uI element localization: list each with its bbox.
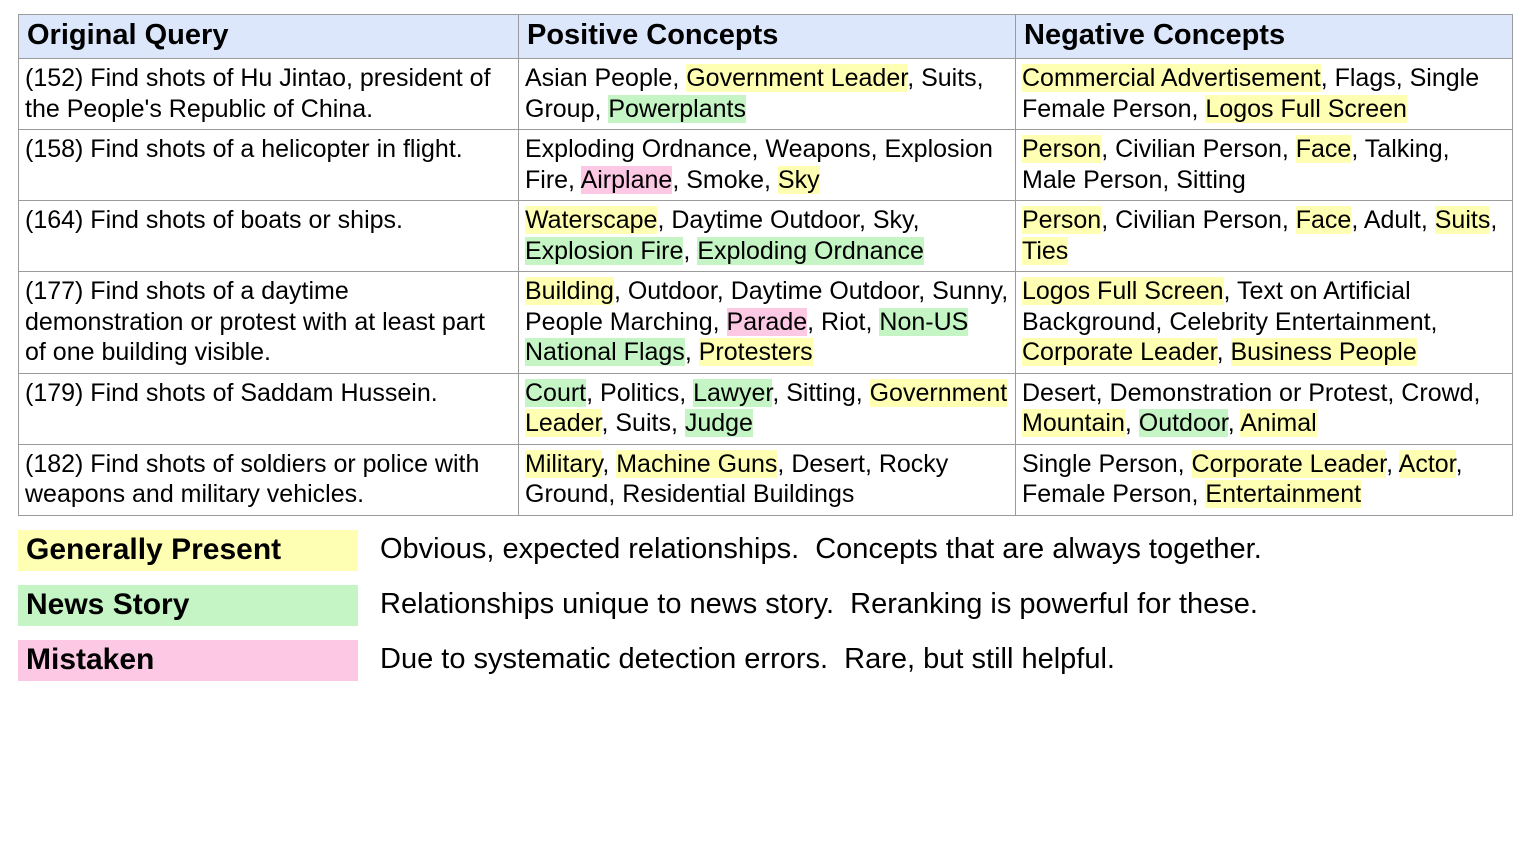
positive-concepts-cell bbox=[519, 201, 1016, 272]
concept-text: , Suits, bbox=[601, 409, 685, 438]
concept-highlight-yellow: Logos Full Screen bbox=[1205, 94, 1407, 123]
legend-generally-present bbox=[18, 530, 1512, 571]
concept-text: , Daytime Outdoor, Sky, bbox=[657, 206, 920, 235]
concept-text: , Smoke, bbox=[672, 165, 778, 194]
concept-text: , Riot, bbox=[807, 307, 880, 336]
concept-text: Asian People, bbox=[525, 64, 687, 93]
legend-mistaken bbox=[18, 640, 1512, 681]
concept-text: , Sitting, bbox=[772, 378, 870, 407]
legend-key: News Story bbox=[18, 585, 358, 626]
concept-text: Single Person, bbox=[1022, 449, 1192, 478]
concept-highlight-yellow: Government Leader bbox=[686, 64, 908, 93]
concept-text: , bbox=[683, 236, 698, 265]
query-cell: (152) Find shots of Hu Jintao, president of the People's Republic of China. bbox=[19, 59, 519, 130]
concept-highlight-green: Explosion Fire bbox=[525, 236, 684, 265]
concept-highlight-yellow: Suits bbox=[1434, 206, 1491, 235]
concept-highlight-yellow: Waterscape bbox=[525, 206, 658, 235]
concept-text: , bbox=[684, 338, 699, 367]
concept-highlight-pink: Parade bbox=[726, 307, 808, 336]
table-row bbox=[19, 130, 1513, 201]
concept-highlight-yellow: Corporate Leader bbox=[1191, 449, 1387, 478]
concept-text: , Talking, Male Person, Sitting bbox=[1022, 135, 1450, 194]
concept-highlight-green: Exploding Ordnance bbox=[697, 236, 924, 265]
table-body bbox=[19, 59, 1513, 516]
concept-highlight-yellow: Military bbox=[525, 449, 603, 478]
positive-concepts-cell bbox=[519, 444, 1016, 515]
concept-highlight-green: Outdoor bbox=[1138, 409, 1228, 438]
concept-highlight-yellow: Ties bbox=[1022, 236, 1069, 265]
concept-highlight-yellow: Sky bbox=[777, 165, 820, 194]
concept-highlight-yellow: Face bbox=[1295, 135, 1352, 164]
concept-text: Desert, Demonstration or Protest, Crowd, bbox=[1022, 378, 1481, 407]
table-row bbox=[19, 272, 1513, 374]
positive-concepts-cell bbox=[519, 59, 1016, 130]
concept-text: , bbox=[602, 449, 617, 478]
concept-highlight-yellow: Face bbox=[1295, 206, 1352, 235]
column-header-negative-concepts: Negative Concepts bbox=[1016, 15, 1513, 59]
concept-text: , Civilian Person, bbox=[1101, 135, 1296, 164]
concept-highlight-yellow: Machine Guns bbox=[616, 449, 778, 478]
concept-highlight-green: Powerplants bbox=[608, 94, 746, 123]
concept-highlight-yellow: Entertainment bbox=[1205, 480, 1362, 509]
concept-highlight-yellow: Building bbox=[525, 277, 614, 306]
concept-text: , Outdoor, Daytime Outdoor, Sunny, People Marching, bbox=[525, 277, 1009, 336]
negative-concepts-cell bbox=[1016, 59, 1513, 130]
concept-highlight-yellow: Corporate Leader bbox=[1022, 338, 1217, 367]
legend-key: Generally Present bbox=[18, 530, 358, 571]
negative-concepts-cell bbox=[1016, 272, 1513, 374]
concept-text: , bbox=[1216, 338, 1231, 367]
concept-highlight-yellow: Person bbox=[1022, 135, 1102, 164]
negative-concepts-cell bbox=[1016, 130, 1513, 201]
concept-text: , Desert, Rocky Ground, Residential Buildings bbox=[525, 449, 949, 509]
concept-text: , Female Person, bbox=[1022, 449, 1463, 509]
concept-highlight-yellow: Animal bbox=[1240, 409, 1317, 438]
query-cell: (164) Find shots of boats or ships. bbox=[19, 201, 519, 272]
concept-highlight-green: Lawyer bbox=[693, 378, 773, 407]
query-cell: (177) Find shots of a daytime demonstration or protest with at least part of one building visible. bbox=[19, 272, 519, 374]
positive-concepts-cell bbox=[519, 130, 1016, 201]
legend bbox=[18, 530, 1512, 681]
concept-highlight-pink: Airplane bbox=[580, 165, 673, 194]
concept-highlight-yellow: Actor bbox=[1398, 449, 1456, 478]
negative-concepts-cell bbox=[1016, 201, 1513, 272]
legend-key: Mistaken bbox=[18, 640, 358, 681]
concept-text: , Flags, Single Female Person, bbox=[1022, 64, 1480, 123]
query-cell: (158) Find shots of a helicopter in flight. bbox=[19, 130, 519, 201]
concept-highlight-green: Non-US National Flags bbox=[525, 307, 969, 367]
concept-text: , Text on Artificial Background, Celebrity Entertainment, bbox=[1022, 277, 1438, 336]
column-header-positive-concepts: Positive Concepts bbox=[519, 15, 1016, 59]
negative-concepts-cell bbox=[1016, 444, 1513, 515]
concept-text: , bbox=[1124, 409, 1139, 438]
concept-text: , Politics, bbox=[586, 378, 694, 407]
concept-highlight-yellow: Protesters bbox=[698, 338, 813, 367]
concept-highlight-yellow: Business People bbox=[1230, 338, 1417, 367]
concept-highlight-green: Judge bbox=[684, 409, 753, 438]
concept-text: , bbox=[1386, 449, 1399, 478]
legend-description: Relationships unique to news story. Reranking is powerful for these. bbox=[380, 587, 1258, 620]
table-header-row bbox=[19, 15, 1513, 59]
legend-news-story bbox=[18, 585, 1512, 626]
table-row bbox=[19, 444, 1513, 515]
table-header bbox=[19, 15, 1513, 59]
negative-concepts-cell bbox=[1016, 373, 1513, 444]
positive-concepts-cell bbox=[519, 373, 1016, 444]
table-row bbox=[19, 59, 1513, 130]
concept-text: , bbox=[1490, 206, 1498, 235]
concept-table bbox=[18, 14, 1513, 516]
concept-highlight-yellow: Person bbox=[1022, 206, 1102, 235]
concept-text: , Suits, Group, bbox=[525, 64, 984, 123]
concept-text: Exploding Ordnance, Weapons, Explosion Fire, bbox=[525, 135, 993, 194]
concept-text: , bbox=[1227, 409, 1241, 438]
concept-highlight-yellow: Logos Full Screen bbox=[1022, 277, 1224, 306]
query-cell: (182) Find shots of soldiers or police with weapons and military vehicles. bbox=[19, 444, 519, 515]
legend-description: Due to systematic detection errors. Rare, but still helpful. bbox=[380, 642, 1115, 675]
query-cell: (179) Find shots of Saddam Hussein. bbox=[19, 373, 519, 444]
concept-highlight-green: Court bbox=[525, 378, 587, 407]
concept-text: , Adult, bbox=[1351, 206, 1435, 235]
concept-highlight-yellow: Mountain bbox=[1022, 409, 1125, 438]
table-row bbox=[19, 201, 1513, 272]
table-row bbox=[19, 373, 1513, 444]
positive-concepts-cell bbox=[519, 272, 1016, 374]
legend-description: Obvious, expected relationships. Concepts that are always together. bbox=[380, 532, 1262, 565]
concept-highlight-yellow: Government Leader bbox=[525, 378, 1008, 438]
concept-text: , Civilian Person, bbox=[1101, 206, 1296, 235]
concept-highlight-yellow: Commercial Advertisement bbox=[1022, 64, 1321, 93]
column-header-original-query: Original Query bbox=[19, 15, 519, 59]
